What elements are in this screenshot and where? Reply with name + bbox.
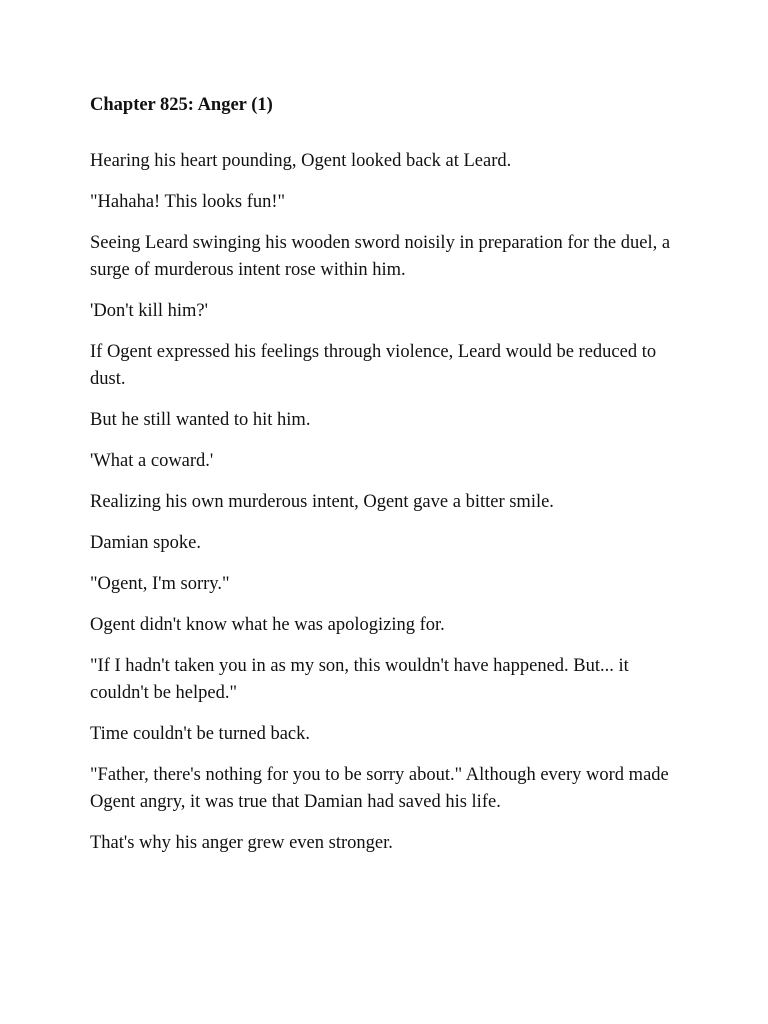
document-page xyxy=(90,92,690,871)
chapter-title: Chapter 825: Anger (1) xyxy=(90,95,273,115)
paragraph: "Father, there's nothing for you to be sorry about." Although every word made Ogent angry, it was true that Damian had saved his life. xyxy=(90,765,669,812)
paragraph: Time couldn't be turned back. xyxy=(90,724,310,744)
paragraph: That's why his anger grew even stronger. xyxy=(90,833,393,853)
paragraph: 'What a coward.' xyxy=(90,451,214,471)
paragraph: "Hahaha! This looks fun!" xyxy=(90,192,286,212)
paragraph: If Ogent expressed his feelings through violence, Leard would be reduced to dust. xyxy=(90,342,657,389)
paragraph: Hearing his heart pounding, Ogent looked back at Leard. xyxy=(90,151,512,171)
paragraph: Seeing Leard swinging his wooden sword noisily in preparation for the duel, a surge of murderous intent rose within him. xyxy=(90,233,671,280)
paragraph: Damian spoke. xyxy=(90,533,201,553)
paragraph: "If I hadn't taken you in as my son, this wouldn't have happened. But... it couldn't be helped." xyxy=(90,656,629,703)
paragraph: Ogent didn't know what he was apologizing for. xyxy=(90,615,445,635)
paragraph: Realizing his own murderous intent, Ogent gave a bitter smile. xyxy=(90,492,554,512)
paragraph: But he still wanted to hit him. xyxy=(90,410,311,430)
paragraph: "Ogent, I'm sorry." xyxy=(90,574,230,594)
paragraph: 'Don't kill him?' xyxy=(90,301,208,321)
